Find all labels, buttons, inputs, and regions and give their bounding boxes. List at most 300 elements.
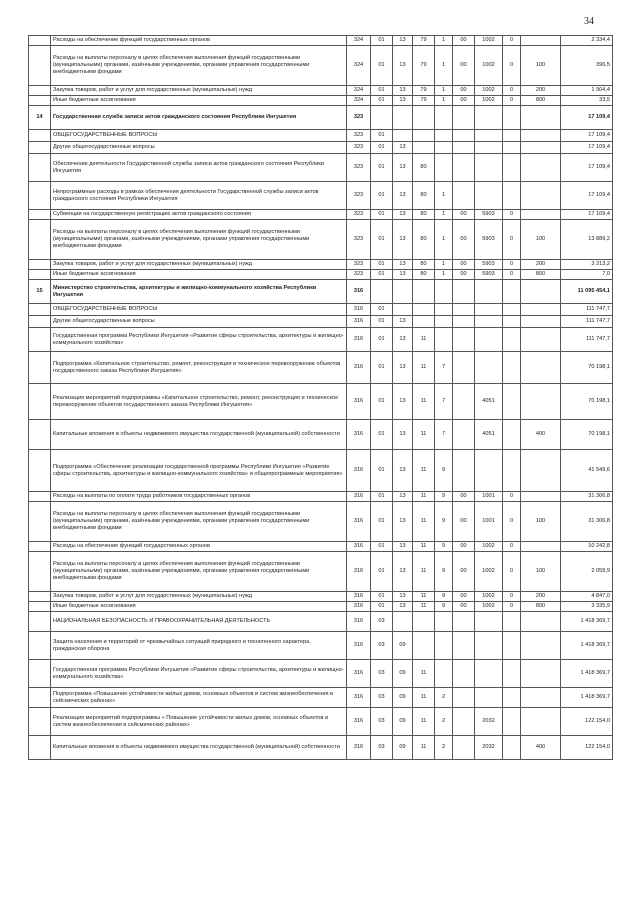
row-section: 01	[371, 46, 393, 86]
row-subsection: 13	[393, 352, 413, 384]
row-section: 03	[371, 660, 393, 688]
row-code-part1	[453, 612, 475, 632]
row-section: 01	[371, 316, 393, 328]
row-expense-type: 800	[521, 270, 561, 280]
row-number	[29, 602, 51, 612]
table-row	[29, 612, 613, 632]
row-program: 11	[413, 602, 435, 612]
row-number	[29, 270, 51, 280]
row-number	[29, 352, 51, 384]
row-section: 01	[371, 592, 393, 602]
table-row	[29, 492, 613, 502]
row-expense-type: 100	[521, 552, 561, 592]
table-row	[29, 106, 613, 130]
row-expense-type: 200	[521, 592, 561, 602]
row-section: 01	[371, 36, 393, 46]
row-code-part1	[453, 660, 475, 688]
row-section: 01	[371, 260, 393, 270]
row-code-part3	[503, 106, 521, 130]
row-name: Расходы на выплаты по оплате труда работников государственных органов	[51, 492, 347, 502]
row-amount: 17 109,4	[561, 210, 613, 220]
row-amount: 2 059,9	[561, 552, 613, 592]
row-code-part2	[475, 106, 503, 130]
row-code-part3	[503, 632, 521, 660]
row-expense-type	[521, 316, 561, 328]
row-code: 316	[347, 688, 371, 708]
row-subprogram: 9	[435, 542, 453, 552]
row-code-part1	[453, 708, 475, 736]
row-subsection: 09	[393, 708, 413, 736]
table-row	[29, 450, 613, 492]
row-number	[29, 130, 51, 142]
row-expense-type: 100	[521, 502, 561, 542]
row-section: 03	[371, 736, 393, 760]
table-row	[29, 602, 613, 612]
row-expense-type	[521, 304, 561, 316]
row-code: 316	[347, 352, 371, 384]
row-section: 01	[371, 328, 393, 352]
table-row	[29, 86, 613, 96]
row-code-part1	[453, 632, 475, 660]
row-code-part1	[453, 280, 475, 304]
row-code-part3: 0	[503, 270, 521, 280]
row-expense-type: 400	[521, 420, 561, 450]
row-amount: 4 847,0	[561, 592, 613, 602]
row-subsection: 13	[393, 86, 413, 96]
row-code-part2	[475, 304, 503, 316]
row-code: 316	[347, 502, 371, 542]
row-subprogram	[435, 632, 453, 660]
row-subsection: 09	[393, 660, 413, 688]
row-section: 01	[371, 552, 393, 592]
row-code: 324	[347, 46, 371, 86]
row-code-part2: 1002	[475, 552, 503, 592]
row-subsection: 13	[393, 602, 413, 612]
row-code-part2	[475, 182, 503, 210]
row-subprogram: 1	[435, 96, 453, 106]
table-row	[29, 220, 613, 260]
row-name: Закупка товаров, работ и услуг для государственных (муниципальных) нужд	[51, 86, 347, 96]
row-number	[29, 592, 51, 602]
table-row	[29, 270, 613, 280]
row-subprogram: 2	[435, 708, 453, 736]
row-code-part2	[475, 688, 503, 708]
row-amount: 3 213,2	[561, 260, 613, 270]
row-number	[29, 304, 51, 316]
row-section: 01	[371, 384, 393, 420]
row-expense-type	[521, 210, 561, 220]
row-number	[29, 316, 51, 328]
row-subsection: 13	[393, 450, 413, 492]
row-program: 79	[413, 86, 435, 96]
row-code-part1: 00	[453, 592, 475, 602]
row-code: 323	[347, 154, 371, 182]
table-row	[29, 154, 613, 182]
table-body	[29, 36, 613, 760]
row-code-part1	[453, 688, 475, 708]
row-expense-type	[521, 280, 561, 304]
row-number	[29, 154, 51, 182]
row-section: 03	[371, 612, 393, 632]
row-number	[29, 260, 51, 270]
row-code-part2: 1001	[475, 502, 503, 542]
row-program: 80	[413, 154, 435, 182]
row-number	[29, 660, 51, 688]
row-expense-type	[521, 688, 561, 708]
row-code: 324	[347, 96, 371, 106]
row-amount: 1 418 369,7	[561, 660, 613, 688]
row-code-part2: 4051	[475, 420, 503, 450]
row-expense-type	[521, 542, 561, 552]
row-subsection: 13	[393, 260, 413, 270]
row-section: 01	[371, 492, 393, 502]
row-subsection: 13	[393, 420, 413, 450]
row-code-part2	[475, 280, 503, 304]
row-code-part2	[475, 130, 503, 142]
row-program: 11	[413, 492, 435, 502]
row-section: 01	[371, 304, 393, 316]
row-program: 80	[413, 182, 435, 210]
row-expense-type	[521, 632, 561, 660]
row-code-part3: 0	[503, 260, 521, 270]
row-name: Расходы на обеспечение функций государственных органов	[51, 36, 347, 46]
row-name: Защита населения и территорий от чрезвычайных ситуаций природного и техногенного характера, гражданская оборона	[51, 632, 347, 660]
row-section: 01	[371, 352, 393, 384]
row-expense-type	[521, 182, 561, 210]
row-subsection: 13	[393, 316, 413, 328]
row-code-part2: 1002	[475, 96, 503, 106]
row-code: 316	[347, 660, 371, 688]
row-expense-type: 100	[521, 220, 561, 260]
row-code-part2	[475, 660, 503, 688]
table-row	[29, 304, 613, 316]
row-section	[371, 106, 393, 130]
row-program: 11	[413, 328, 435, 352]
row-code-part3: 0	[503, 592, 521, 602]
row-number	[29, 36, 51, 46]
row-number	[29, 220, 51, 260]
row-code-part2: 1002	[475, 602, 503, 612]
row-expense-type	[521, 352, 561, 384]
row-section: 01	[371, 182, 393, 210]
row-name: ОБЩЕГОСУДАРСТВЕННЫЕ ВОПРОСЫ	[51, 304, 347, 316]
row-program: 11	[413, 660, 435, 688]
row-section: 01	[371, 420, 393, 450]
row-amount: 1 904,4	[561, 86, 613, 96]
row-subsection: 13	[393, 552, 413, 592]
row-name: Реализация мероприятий подпрограммы « Повышение устойчивости жилых домов, основных объектов и систем жизнеобеспечения в сейсмических районах»	[51, 708, 347, 736]
row-code-part2: 1002	[475, 592, 503, 602]
row-code-part1: 00	[453, 260, 475, 270]
row-amount: 41 549,6	[561, 450, 613, 492]
table-row	[29, 210, 613, 220]
row-amount: 1 418 369,7	[561, 612, 613, 632]
table-row	[29, 542, 613, 552]
row-name: Капитальные вложения в объекты недвижимого имущества государственной (муниципальной) собственности	[51, 736, 347, 760]
row-code-part1	[453, 130, 475, 142]
row-program: 11	[413, 592, 435, 602]
row-name: Подпрограмма «Обеспечение реализации государственной программы Республики Ингушетия «Развитие сферы строительства, архитектуры и жилищно-коммунального хозяйства» и общепрограммные мероприятия»	[51, 450, 347, 492]
row-code-part3	[503, 142, 521, 154]
row-code-part2	[475, 352, 503, 384]
row-section	[371, 280, 393, 304]
row-code-part3	[503, 384, 521, 420]
row-code-part2	[475, 316, 503, 328]
row-section: 01	[371, 220, 393, 260]
row-expense-type	[521, 36, 561, 46]
row-code: 323	[347, 260, 371, 270]
row-subsection: 09	[393, 736, 413, 760]
row-subsection: 13	[393, 46, 413, 86]
row-subprogram: 1	[435, 220, 453, 260]
row-code: 316	[347, 632, 371, 660]
row-number	[29, 142, 51, 154]
table-row	[29, 182, 613, 210]
row-code-part1	[453, 450, 475, 492]
row-program	[413, 304, 435, 316]
row-code: 323	[347, 106, 371, 130]
table-row	[29, 316, 613, 328]
row-code: 316	[347, 736, 371, 760]
row-subprogram: 9	[435, 602, 453, 612]
row-code-part2	[475, 154, 503, 182]
budget-table	[28, 35, 613, 760]
row-subsection: 13	[393, 542, 413, 552]
row-code: 316	[347, 612, 371, 632]
row-subprogram: 2	[435, 736, 453, 760]
row-subsection: 09	[393, 632, 413, 660]
row-amount: 111 747,7	[561, 316, 613, 328]
row-program: 11	[413, 352, 435, 384]
row-subsection: 13	[393, 154, 413, 182]
row-section: 01	[371, 130, 393, 142]
row-subsection: 13	[393, 328, 413, 352]
row-amount: 17 109,4	[561, 182, 613, 210]
row-program: 79	[413, 46, 435, 86]
row-number	[29, 688, 51, 708]
row-expense-type: 400	[521, 736, 561, 760]
row-code-part1	[453, 736, 475, 760]
row-number	[29, 736, 51, 760]
row-code: 316	[347, 708, 371, 736]
row-name: Расходы на выплаты персоналу в целях обеспечения выполнения функций государственными (муниципальными) органами, казёнными учреждениями, органами управления государственными внебюджетными фондами	[51, 502, 347, 542]
row-code: 316	[347, 542, 371, 552]
row-name: НАЦИОНАЛЬНАЯ БЕЗОПАСНОСТЬ И ПРАВООХРАНИТЕЛЬНАЯ ДЕЯТЕЛЬНОСТЬ	[51, 612, 347, 632]
table-row	[29, 96, 613, 106]
row-section: 01	[371, 502, 393, 542]
row-program: 11	[413, 420, 435, 450]
row-code: 316	[347, 450, 371, 492]
row-code-part3	[503, 450, 521, 492]
row-name: Расходы на выплаты персоналу в целях обеспечения выполнения функций государственными (муниципальными) органами, казёнными учреждениями, органами управления государственными внебюджетными фондами	[51, 46, 347, 86]
row-subsection: 13	[393, 210, 413, 220]
row-subprogram: 9	[435, 492, 453, 502]
row-code-part1	[453, 304, 475, 316]
row-number	[29, 492, 51, 502]
row-code-part3: 0	[503, 502, 521, 542]
row-code-part2: 1002	[475, 46, 503, 86]
row-code-part1: 00	[453, 220, 475, 260]
table-row	[29, 592, 613, 602]
row-program: 11	[413, 384, 435, 420]
row-code: 323	[347, 142, 371, 154]
row-code-part1	[453, 420, 475, 450]
row-code-part2: 5903	[475, 260, 503, 270]
row-code-part1	[453, 316, 475, 328]
row-subprogram	[435, 130, 453, 142]
row-code-part2: 1002	[475, 36, 503, 46]
row-amount: 13 889,2	[561, 220, 613, 260]
row-amount: 122 154,0	[561, 736, 613, 760]
row-code-part2: 2032	[475, 708, 503, 736]
row-section: 01	[371, 270, 393, 280]
row-program: 11	[413, 736, 435, 760]
row-expense-type	[521, 154, 561, 182]
row-code-part3: 0	[503, 542, 521, 552]
row-number	[29, 328, 51, 352]
row-name: Иные бюджетные ассигнования	[51, 96, 347, 106]
row-program: 11	[413, 708, 435, 736]
row-section: 01	[371, 96, 393, 106]
row-amount: 10 242,8	[561, 542, 613, 552]
row-section: 01	[371, 450, 393, 492]
row-subsection: 13	[393, 220, 413, 260]
row-name: Другие общегосударственные вопросы	[51, 316, 347, 328]
table-row	[29, 46, 613, 86]
row-code: 316	[347, 384, 371, 420]
row-name: Подпрограмма «Капитальное строительство, ремонт, реконструкция и техническое перевооружение объектов государственного заказа Республики Ингушетия»	[51, 352, 347, 384]
row-number	[29, 384, 51, 420]
row-code-part1	[453, 182, 475, 210]
row-subsection	[393, 612, 413, 632]
row-code: 316	[347, 304, 371, 316]
row-code-part1: 00	[453, 542, 475, 552]
row-subsection	[393, 130, 413, 142]
row-program	[413, 316, 435, 328]
row-program: 11	[413, 688, 435, 708]
row-code: 323	[347, 130, 371, 142]
row-code-part2: 1002	[475, 86, 503, 96]
row-code-part2	[475, 328, 503, 352]
row-subprogram: 1	[435, 210, 453, 220]
row-name: Обеспечение деятельности Государственной службы записи актов гражданского состояния Республики Ингушетия	[51, 154, 347, 182]
row-code-part1	[453, 384, 475, 420]
row-code-part1: 00	[453, 602, 475, 612]
row-code: 316	[347, 316, 371, 328]
row-code-part3	[503, 736, 521, 760]
row-subprogram: 1	[435, 46, 453, 86]
row-subprogram: 9	[435, 592, 453, 602]
row-amount: 70 198,1	[561, 352, 613, 384]
row-code-part1: 00	[453, 36, 475, 46]
row-name: Государственная программа Республики Ингушетия «Развитие сферы строительства, архитектуры и жилищно-коммунального хозяйства»	[51, 328, 347, 352]
row-program: 79	[413, 96, 435, 106]
row-subprogram	[435, 142, 453, 154]
table-row	[29, 420, 613, 450]
row-code-part3	[503, 182, 521, 210]
table-row	[29, 260, 613, 270]
row-name: Другие общегосударственные вопросы	[51, 142, 347, 154]
row-code-part1	[453, 328, 475, 352]
row-subprogram: 9	[435, 552, 453, 592]
row-number	[29, 86, 51, 96]
row-program	[413, 142, 435, 154]
row-code: 316	[347, 592, 371, 602]
row-number	[29, 632, 51, 660]
row-expense-type	[521, 708, 561, 736]
row-code-part1: 00	[453, 96, 475, 106]
row-program: 79	[413, 36, 435, 46]
row-expense-type	[521, 130, 561, 142]
row-name: Реализация мероприятий подпрограммы «Капитальное строительство, ремонт, реконструкция и техническое перевооружение объектов государственного заказа Республики Ингушетия»	[51, 384, 347, 420]
table-row	[29, 736, 613, 760]
row-amount: 31 306,8	[561, 492, 613, 502]
row-code-part2	[475, 142, 503, 154]
row-number	[29, 420, 51, 450]
table-row	[29, 130, 613, 142]
row-subprogram: 1	[435, 270, 453, 280]
row-number	[29, 182, 51, 210]
row-amount: 111 747,7	[561, 304, 613, 316]
table-row	[29, 708, 613, 736]
row-code-part3	[503, 420, 521, 450]
row-program: 80	[413, 210, 435, 220]
table-row	[29, 660, 613, 688]
row-code-part3	[503, 660, 521, 688]
row-code-part3: 0	[503, 96, 521, 106]
row-name: Расходы на обеспечение функций государственных органов	[51, 542, 347, 552]
table-row	[29, 142, 613, 154]
row-subsection: 13	[393, 592, 413, 602]
row-code-part2: 5903	[475, 210, 503, 220]
row-program	[413, 612, 435, 632]
row-amount: 17 109,4	[561, 130, 613, 142]
row-name: Капитальные вложения в объекты недвижимого имущества государственной (муниципальной) собственности	[51, 420, 347, 450]
table-row	[29, 502, 613, 542]
row-code-part3	[503, 352, 521, 384]
row-amount: 33,5	[561, 96, 613, 106]
row-code: 316	[347, 492, 371, 502]
row-subprogram	[435, 280, 453, 304]
row-section: 01	[371, 210, 393, 220]
row-code: 316	[347, 280, 371, 304]
row-subsection	[393, 106, 413, 130]
row-amount: 2 334,4	[561, 36, 613, 46]
row-name: Государственная программа Республики Ингушетия «Развитие сферы строительства, архитектуры и жилищно-коммунального хозяйства»	[51, 660, 347, 688]
row-number	[29, 46, 51, 86]
row-code: 323	[347, 220, 371, 260]
row-code-part3	[503, 316, 521, 328]
row-name: Закупка товаров, работ и услуг для государственных (муниципальных) нужд	[51, 592, 347, 602]
row-name: Расходы на выплаты персоналу в целях обеспечения выполнения функций государственными (муниципальными) органами, казёнными учреждениями, органами управления государственными внебюджетными фондами	[51, 552, 347, 592]
row-subprogram: 9	[435, 450, 453, 492]
row-amount: 1 418 369,7	[561, 688, 613, 708]
row-amount: 70 198,1	[561, 384, 613, 420]
row-subprogram: 1	[435, 260, 453, 270]
row-number	[29, 552, 51, 592]
row-subsection: 13	[393, 492, 413, 502]
row-expense-type: 800	[521, 96, 561, 106]
row-code-part2: 5903	[475, 220, 503, 260]
row-code: 316	[347, 420, 371, 450]
row-code-part2: 1002	[475, 542, 503, 552]
row-amount: 17 109,4	[561, 142, 613, 154]
row-expense-type	[521, 492, 561, 502]
row-subprogram: 1	[435, 182, 453, 210]
row-amount: 17 109,4	[561, 106, 613, 130]
row-expense-type	[521, 142, 561, 154]
table-row	[29, 632, 613, 660]
